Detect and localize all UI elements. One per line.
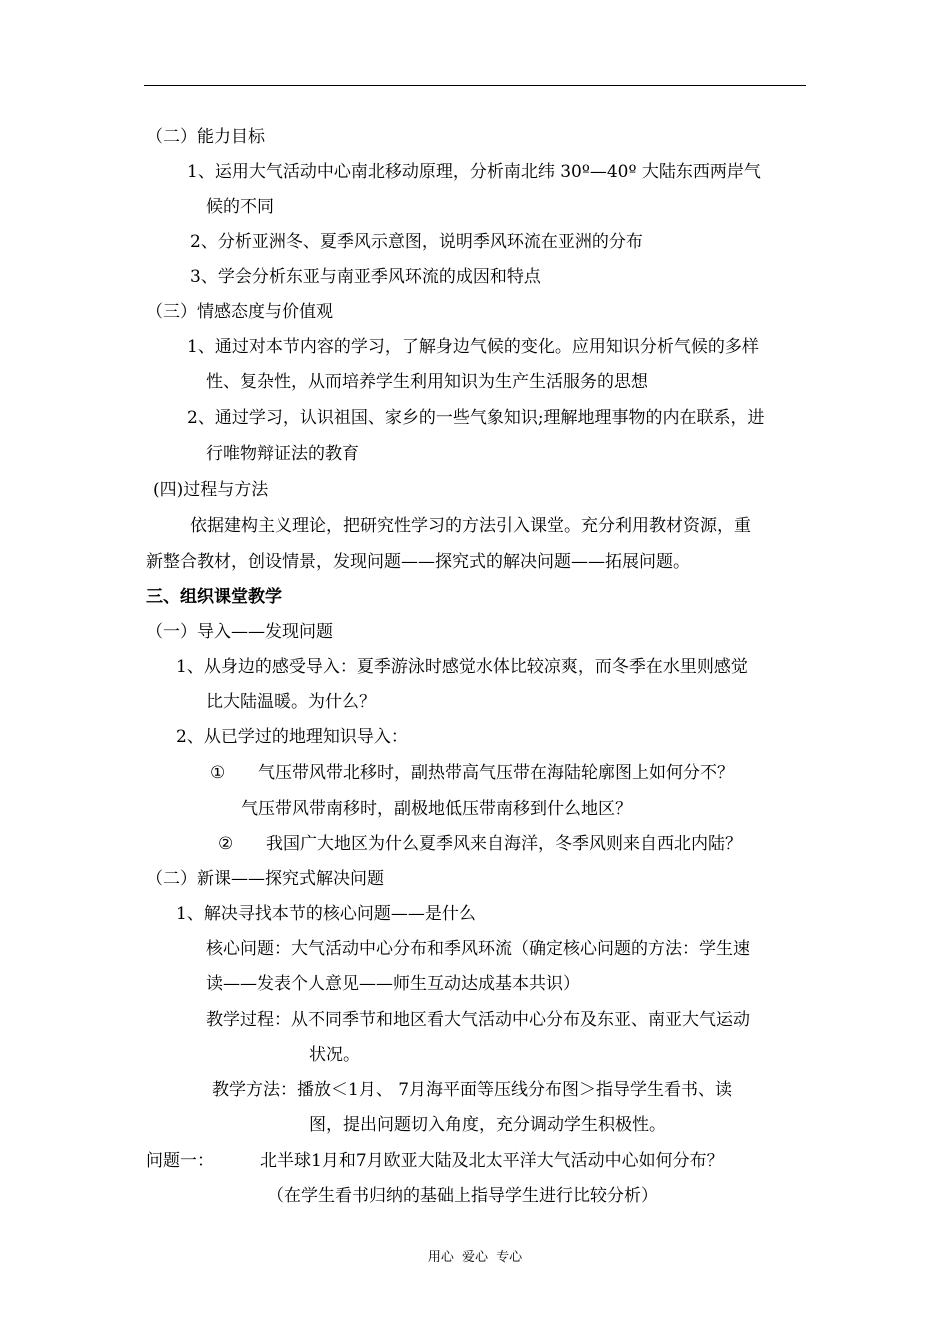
intro-item-1-cont: 比大陆温暖。为什么？ — [206, 692, 376, 712]
heading-new-lesson: （二）新课——探究式解决问题 — [146, 869, 384, 889]
emotion-item-2: 2、通过学习，认识祖国、家乡的一些气象知识;理解地理事物的内在联系，进 — [187, 408, 765, 428]
question-one-text: 北半球1月和7月欧亚大陆及北太平洋大气活动中心如何分布？ — [260, 1151, 724, 1171]
ability-item-2: 2、分析亚洲冬、夏季风示意图，说明季风环流在亚洲的分布 — [190, 232, 643, 252]
core-question: 核心问题：大气活动中心分布和季风环流（确定核心问题的方法：学生速 — [206, 939, 750, 959]
circled-number-1: ① — [210, 763, 226, 783]
question-one-label: 问题一： — [146, 1151, 214, 1171]
heading-introduction: （一）导入——发现问题 — [146, 622, 333, 642]
heading-emotion-values: （三）情感态度与价值观 — [146, 302, 333, 322]
circled-number-2: ② — [218, 834, 234, 854]
intro-item-2: 2、从已学过的地理知识导入： — [176, 727, 408, 747]
teaching-method: 教学方法：播放＜1月、 7月海平面等压线分布图＞指导学生看书、读 — [212, 1080, 733, 1100]
teaching-process: 教学过程：从不同季节和地区看大气活动中心分布及东亚、南亚大气运动 — [206, 1010, 750, 1030]
ability-item-3: 3、学会分析东亚与南亚季风环流的成因和特点 — [190, 267, 541, 287]
teaching-process-cont: 状况。 — [309, 1045, 360, 1065]
ability-item-1: 1、运用大气活动中心南北移动原理，分析南北纬 30º—40º 大陆东西两岸气 — [187, 162, 761, 182]
intro-question-1-cont: 气压带风带南移时，副极地低压带南移到什么地区？ — [241, 799, 632, 819]
new-lesson-item-1: 1、解决寻找本节的核心问题——是什么 — [176, 904, 476, 924]
intro-question-1 — [210, 763, 734, 783]
intro-question-2-text: 我国广大地区为什么夏季风来自海洋，冬季风则来自西北内陆？ — [266, 834, 742, 854]
emotion-item-1: 1、通过对本节内容的学习，了解身边气候的变化。应用知识分析气候的多样 — [187, 337, 759, 357]
question-one — [146, 1151, 724, 1171]
question-one-note: （在学生看书归纳的基础上指导学生进行比较分析） — [267, 1186, 658, 1206]
emotion-item-2-cont: 行唯物辩证法的教育 — [206, 444, 359, 464]
teaching-method-cont: 图，提出问题切入角度，充分调动学生积极性。 — [309, 1115, 666, 1135]
header-rule — [144, 85, 806, 86]
ability-item-1-cont: 候的不同 — [206, 197, 274, 217]
emotion-item-1-cont: 性、复杂性，从而培养学生利用知识为生产生活服务的思想 — [206, 372, 648, 392]
heading-ability-goals: （二）能力目标 — [146, 127, 265, 147]
page-footer: 用心 爱心 专心 — [427, 1250, 523, 1265]
intro-item-1: 1、从身边的感受导入：夏季游泳时感觉水体比较凉爽，而冬季在水里则感觉 — [176, 657, 748, 677]
process-paragraph-line-2: 新整合教材，创设情景，发现问题——探究式的解决问题——拓展问题。 — [146, 552, 690, 572]
core-question-cont: 读——发表个人意见——师生互动达成基本共识） — [206, 974, 580, 994]
process-paragraph-line-1: 依据建构主义理论，把研究性学习的方法引入课堂。充分利用教材资源，重 — [190, 516, 751, 536]
section-heading-organize-teaching: 三、组织课堂教学 — [146, 587, 282, 607]
intro-question-2 — [218, 834, 742, 854]
heading-process-method: (四)过程与方法 — [153, 480, 269, 500]
intro-question-1-text: 气压带风带北移时，副热带高气压带在海陆轮廓图上如何分不？ — [258, 763, 734, 783]
